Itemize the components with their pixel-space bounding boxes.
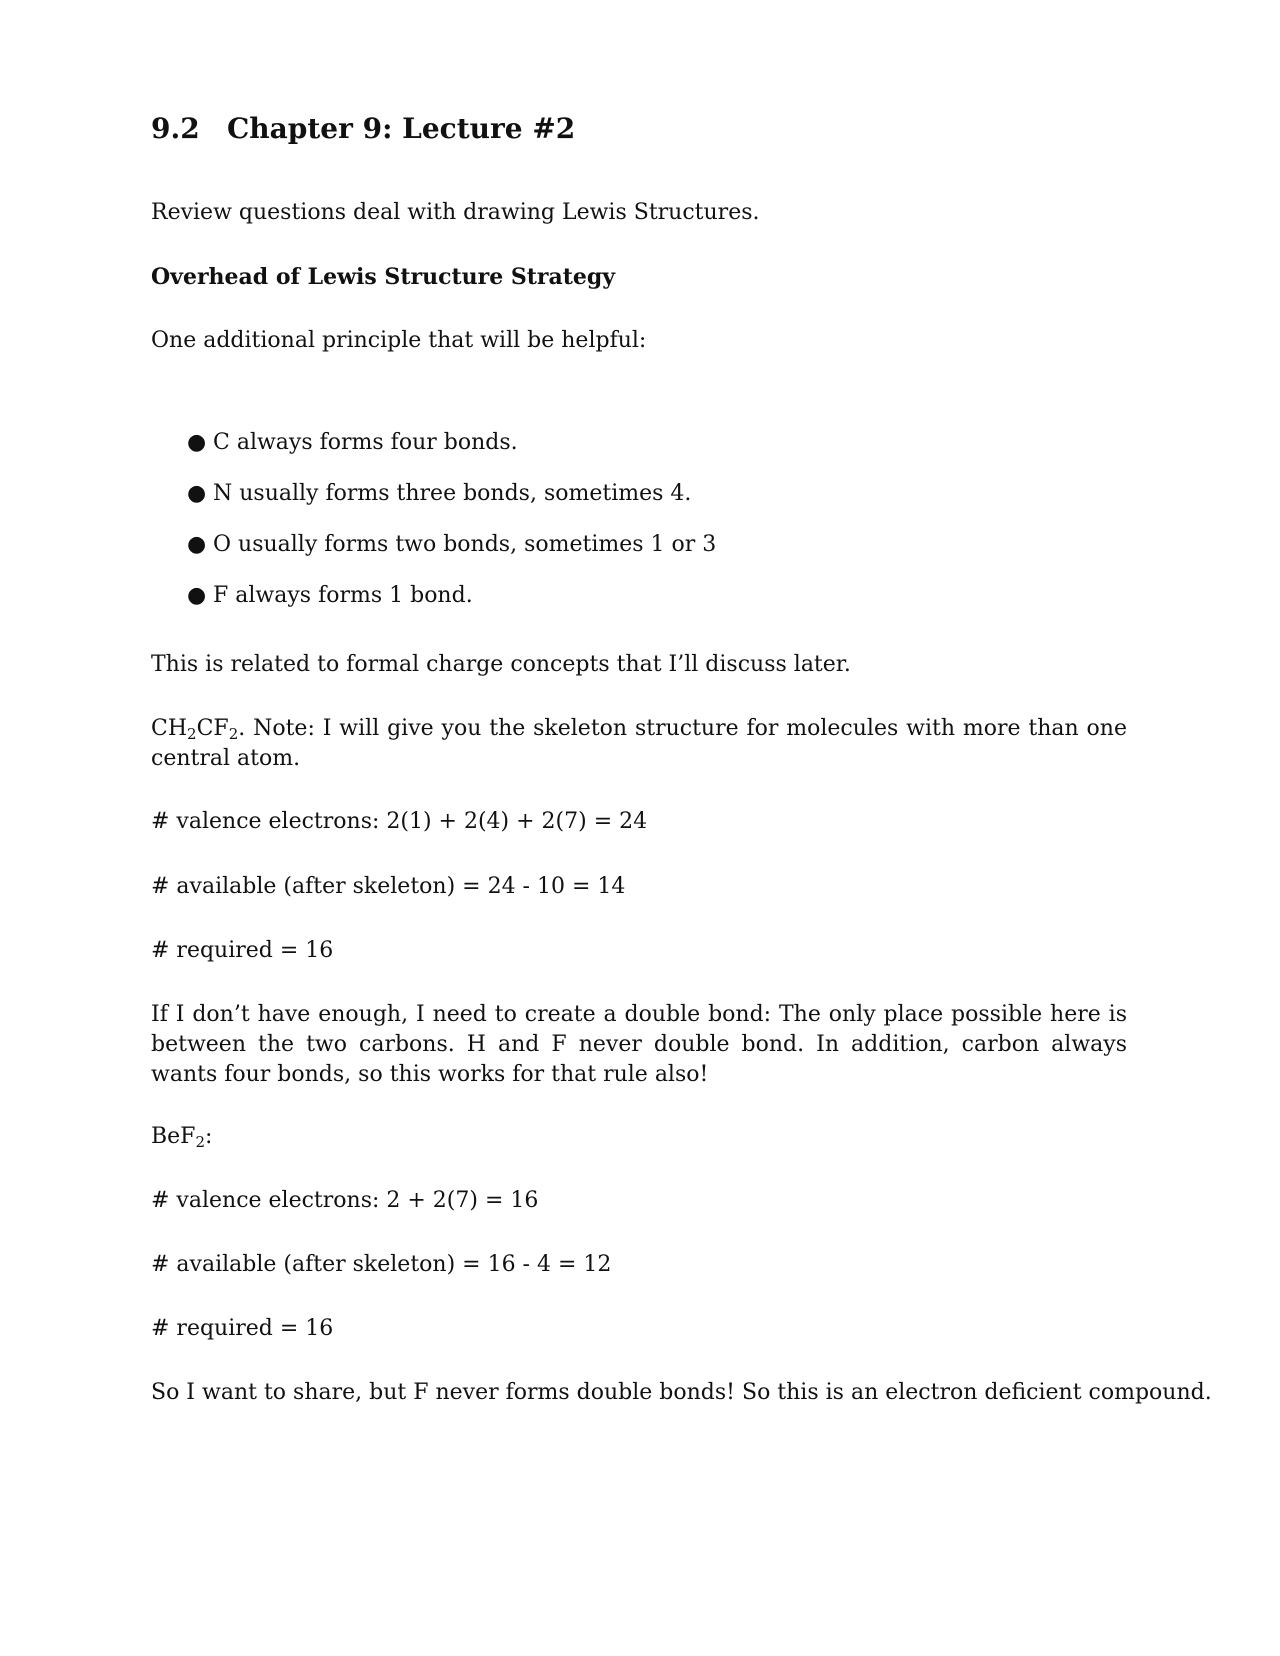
formula-part: BeF xyxy=(151,1124,196,1149)
principle-intro: One additional principle that will be helpful: xyxy=(151,328,647,353)
formula-suffix: : xyxy=(205,1124,213,1149)
example2-conclusion: So I want to share, but F never forms double bonds! So this is an electron deficient compound. xyxy=(151,1380,1212,1405)
list-item xyxy=(187,581,716,632)
overhead-heading: Overhead of Lewis Structure Strategy xyxy=(151,264,616,290)
rule-text: F always forms 1 bond. xyxy=(213,583,473,608)
formula-subscript: 2 xyxy=(187,725,197,743)
bonding-rules-list xyxy=(187,428,716,632)
example1-available: # available (after skeleton) = 24 - 10 = 14 xyxy=(151,874,626,899)
rule-text: N usually forms three bonds, sometimes 4. xyxy=(213,481,692,506)
bullet-icon: ● xyxy=(187,481,207,506)
rule-text: C always forms four bonds. xyxy=(213,430,518,455)
formula-subscript: 2 xyxy=(228,725,239,743)
example2-available: # available (after skeleton) = 16 - 4 = 12 xyxy=(151,1252,612,1277)
list-item xyxy=(187,479,716,530)
section-heading xyxy=(151,112,575,145)
section-title: Chapter 9: Lecture #2 xyxy=(227,112,576,145)
list-item xyxy=(187,428,716,479)
example2-formula xyxy=(151,1122,1127,1152)
bullet-icon: ● xyxy=(187,583,207,608)
intro-paragraph: Review questions deal with drawing Lewis Structures. xyxy=(151,200,760,225)
example1-required: # required = 16 xyxy=(151,938,334,963)
section-number: 9.2 xyxy=(151,112,200,145)
formula-part: CH xyxy=(151,716,188,741)
formula-subscript: 2 xyxy=(195,1133,205,1151)
rule-text: O usually forms two bonds, sometimes 1 or 3 xyxy=(213,532,717,557)
list-item xyxy=(187,530,716,581)
example1-intro xyxy=(151,714,1127,774)
example1-note: . Note: I will give you the skeleton structure for molecules with more than one central atom. xyxy=(151,716,1127,771)
bullet-icon: ● xyxy=(187,430,207,455)
formal-charge-note: This is related to formal charge concepts that I’ll discuss later. xyxy=(151,652,851,677)
example2-required: # required = 16 xyxy=(151,1316,334,1341)
example1-valence: # valence electrons: 2(1) + 2(4) + 2(7) = 24 xyxy=(151,809,648,834)
example1-explanation: If I don’t have enough, I need to create a double bond: The only place possible here is between the two carbons. H and F never double bond. In addition, carbon always wants four bonds, so this works for that rule also! xyxy=(151,1002,1127,1087)
example2-valence: # valence electrons: 2 + 2(7) = 16 xyxy=(151,1188,539,1213)
bullet-icon: ● xyxy=(187,532,207,557)
formula-part: CF xyxy=(196,716,229,741)
